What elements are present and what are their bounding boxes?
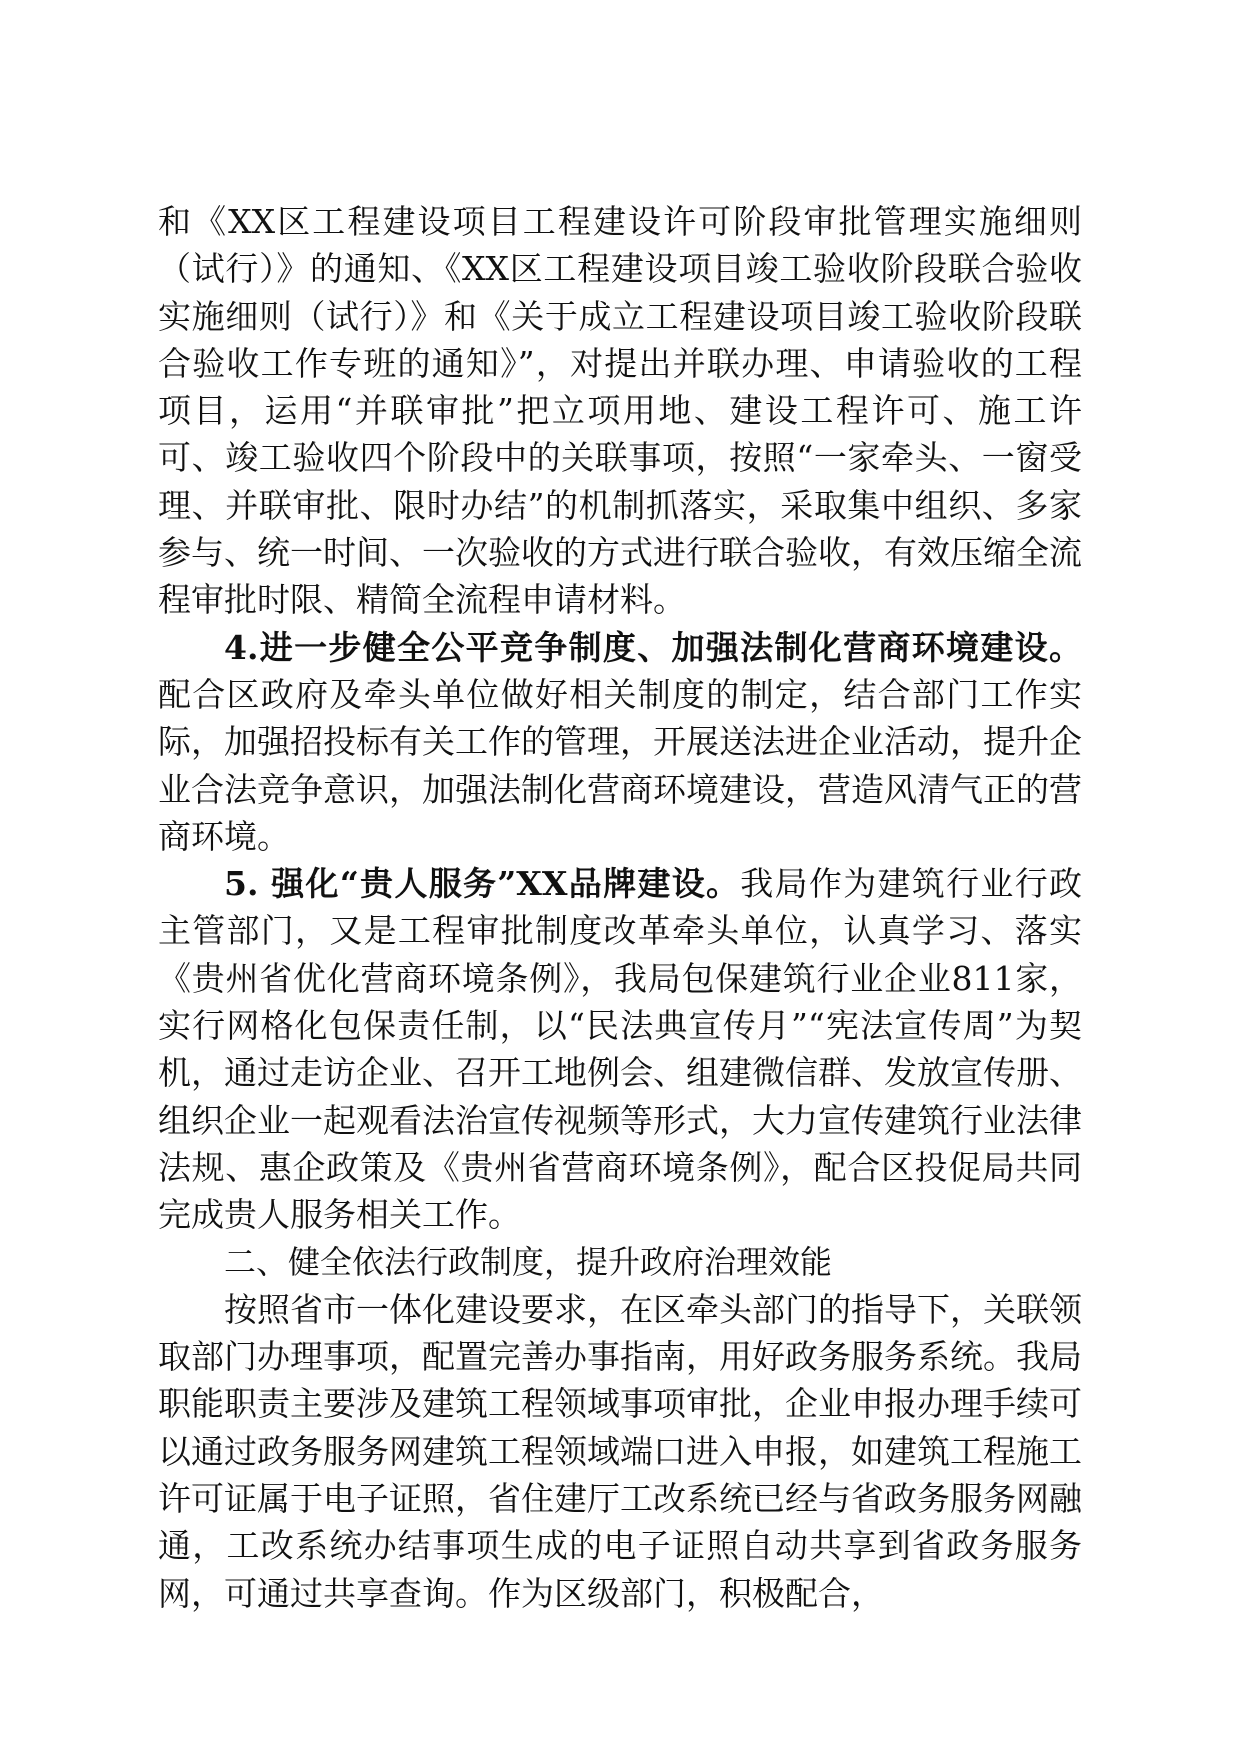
section-body-brand-building: 我局作为建筑行业行政主管部门，又是工程审批制度改革牵头单位，认真学习、落实《贵州省优化营商环境条例》，我局包保建筑行业企业811家，实行网格化包保责任制，以“民法典宣传月”“宪法宣传周”为契机，通过走访企业、召开工地例会、组建微信群、发放宣传册、组织企业一起观看法治宣传视频等形式，大力宣传建筑行业法律法规、惠企政策及《贵州省营商环境条例》，配合区投促局共同完成贵人服务相关工作。 [158, 864, 1082, 1235]
paragraph-brand-building [158, 860, 1082, 1238]
paragraph-government-services: 按照省市一体化建设要求，在区牵头部门的指导下，关联领取部门办理事项，配置完善办事指南，用好政务服务系统。我局职能职责主要涉及建筑工程领域事项审批，企业申报办理手续可以通过政务服务网建筑工程领域端口进入申报，如建筑工程施工许可证属于电子证照，省住建厅工改系统已经与省政务服务网融通，工改系统办结事项生成的电子证照自动共享到省政务服务网，可通过共享查询。作为区级部门，积极配合， [158, 1289, 1082, 1613]
document-page [158, 198, 1082, 1617]
section-heading-administration: 二、健全依法行政制度，提升政府治理效能 [224, 1242, 833, 1281]
paragraph-fair-competition [158, 624, 1082, 860]
section-title-fair-competition: 4.进一步健全公平竞争制度、加强法制化营商环境建设。 [224, 627, 1082, 667]
paragraph-approval-rules: 和《XX区工程建设项目工程建设许可阶段审批管理实施细则（试行）》的通知、《XX区工程建设项目竣工验收阶段联合验收实施细则（试行）》和《关于成立工程建设项目竣工验收阶段联合验收工作专班的通知》”，对提出并联办理、申请验收的工程项目，运用“并联审批”把立项用地、建设工程许可、施工许可、竣工验收四个阶段中的关联事项，按照“一家牵头、一窗受理、并联审批、限时办结”的机制抓落实，采取集中组织、多家参与、统一时间、一次验收的方式进行联合验收，有效压缩全流程审批时限、精简全流程申请材料。 [158, 202, 1082, 620]
section-body-fair-competition: 配合区政府及牵头单位做好相关制度的制定，结合部门工作实际，加强招投标有关工作的管理，开展送法进企业活动，提升企业合法竞争意识，加强法制化营商环境建设，营造风清气正的营商环境。 [158, 674, 1082, 856]
section-title-brand-building: 5. 强化“贵人服务”XX品牌建设。 [224, 864, 741, 904]
